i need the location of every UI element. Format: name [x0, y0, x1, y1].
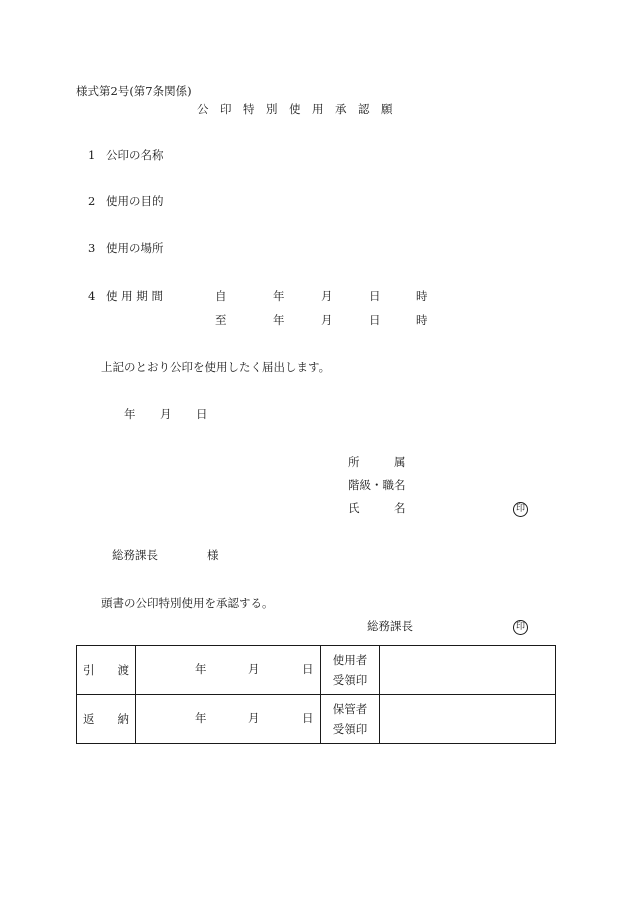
- addressee-title: 総務課長: [112, 548, 158, 562]
- receipt-seal-field[interactable]: [380, 646, 556, 695]
- cell-year: 年: [195, 662, 207, 676]
- item-label-seal-name: 公印の名称: [106, 148, 164, 162]
- item-number: 1: [88, 148, 96, 162]
- period-from-year: 年: [273, 289, 285, 303]
- form-number: 様式第2号(第7条関係): [76, 84, 192, 98]
- receipt-label-cell: [321, 646, 380, 695]
- date-month: 月: [160, 407, 172, 421]
- seal-icon: 印: [513, 502, 528, 517]
- item-number: 4: [88, 289, 96, 303]
- document-title: 公 印 特 別 使 用 承 認 願: [197, 102, 393, 116]
- date-day: 日: [196, 407, 208, 421]
- receipt-seal-field[interactable]: [380, 695, 556, 744]
- request-statement: 上記のとおり公印を使用したく届出します。: [101, 360, 331, 374]
- date-year: 年: [124, 407, 136, 421]
- row-label-return: 返 納: [77, 695, 136, 744]
- item-number: 3: [88, 241, 96, 255]
- table-row: [77, 695, 556, 744]
- period-to-hour: 時: [416, 313, 428, 327]
- period-from-month: 月: [321, 289, 333, 303]
- cell-month: 月: [248, 711, 260, 725]
- period-from-label: 自: [215, 289, 227, 303]
- period-to-month: 月: [321, 313, 333, 327]
- cell-month: 月: [248, 662, 260, 676]
- applicant-affiliation-label: 所 属: [348, 455, 406, 469]
- receipt-label-line2: 受領印: [332, 673, 368, 687]
- addressee-honorific: 様: [207, 548, 219, 562]
- item-label-period: 使 用 期 間: [106, 289, 163, 303]
- date-cell: [136, 646, 321, 695]
- receipt-label-line1: 保管者: [332, 702, 368, 716]
- row-label-handover: 引 渡: [77, 646, 136, 695]
- cell-day: 日: [302, 662, 314, 676]
- approval-statement: 頭書の公印特別使用を承認する。: [101, 596, 274, 610]
- applicant-rank-title-label: 階級・職名: [348, 478, 406, 492]
- seal-icon: 印: [513, 620, 528, 635]
- period-to-label: 至: [215, 313, 227, 327]
- cell-year: 年: [195, 711, 207, 725]
- handover-return-table: [76, 645, 556, 744]
- cell-day: 日: [302, 711, 314, 725]
- item-label-place: 使用の場所: [106, 241, 164, 255]
- receipt-label-line2: 受領印: [332, 722, 368, 736]
- receipt-label-cell: [321, 695, 380, 744]
- period-from-day: 日: [369, 289, 381, 303]
- applicant-name-label: 氏 名: [348, 501, 406, 515]
- item-label-purpose: 使用の目的: [106, 194, 164, 208]
- approver-title: 総務課長: [367, 619, 413, 633]
- receipt-label-line1: 使用者: [332, 653, 368, 667]
- period-to-year: 年: [273, 313, 285, 327]
- table-row: [77, 646, 556, 695]
- period-from-hour: 時: [416, 289, 428, 303]
- date-cell: [136, 695, 321, 744]
- period-to-day: 日: [369, 313, 381, 327]
- item-number: 2: [88, 194, 96, 208]
